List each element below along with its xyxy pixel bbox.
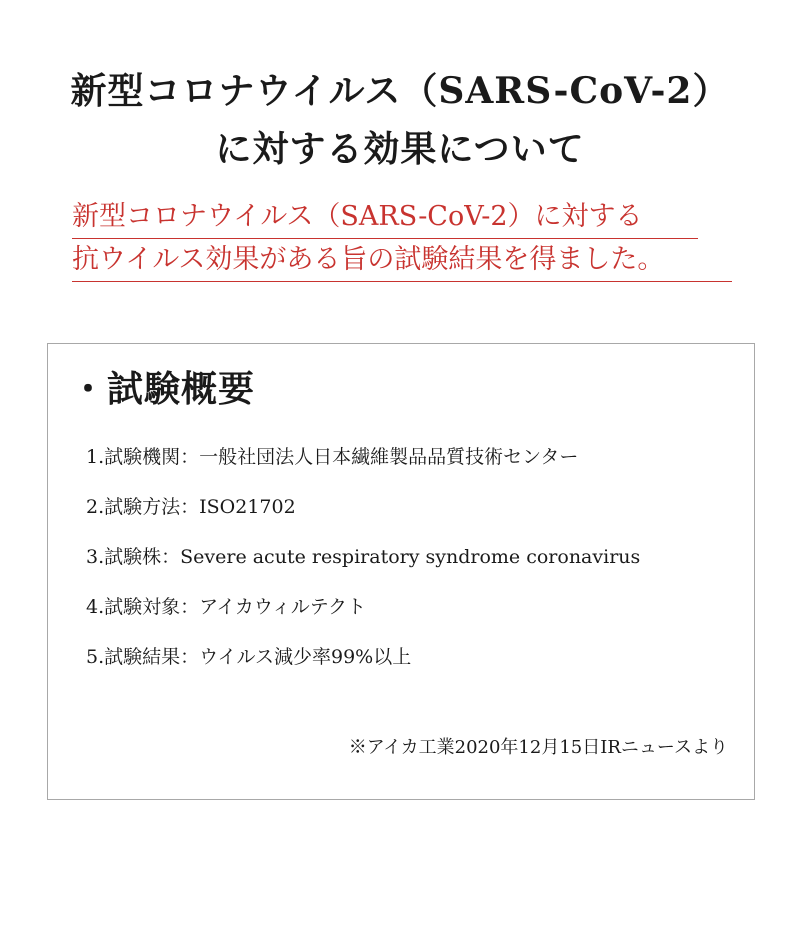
highlight-line-2: 抗ウイルス効果がある旨の試験結果を得ました。 [72,239,732,282]
summary-heading: ・試験概要 [70,368,256,410]
summary-item-institution: 1.試験機関：一般社団法人日本繊維製品品質技術センター [86,446,579,468]
summary-list [86,444,640,694]
summary-item-strain: 3.試験株：Severe acute respiratory syndrome coronavirus [86,546,641,568]
highlight-line-1: 新型コロナウイルス（SARS-CoV-2）に対する [72,196,698,239]
highlight-statement [72,196,732,282]
summary-item-target: 4.試験対象：アイカウィルテクト [86,596,366,618]
summary-item-result: 5.試験結果：ウイルス減少率99%以上 [86,646,412,668]
summary-item-method: 2.試験方法：ISO21702 [86,496,296,518]
title-line-1: 新型コロナウイルス（SARS-CoV-2） [70,70,730,112]
source-note: ※アイカ工業2020年12月15日IRニュースより [348,737,728,758]
title-line-2: に対する効果について [215,128,585,170]
page-title [0,62,800,178]
test-summary-box [47,343,755,800]
